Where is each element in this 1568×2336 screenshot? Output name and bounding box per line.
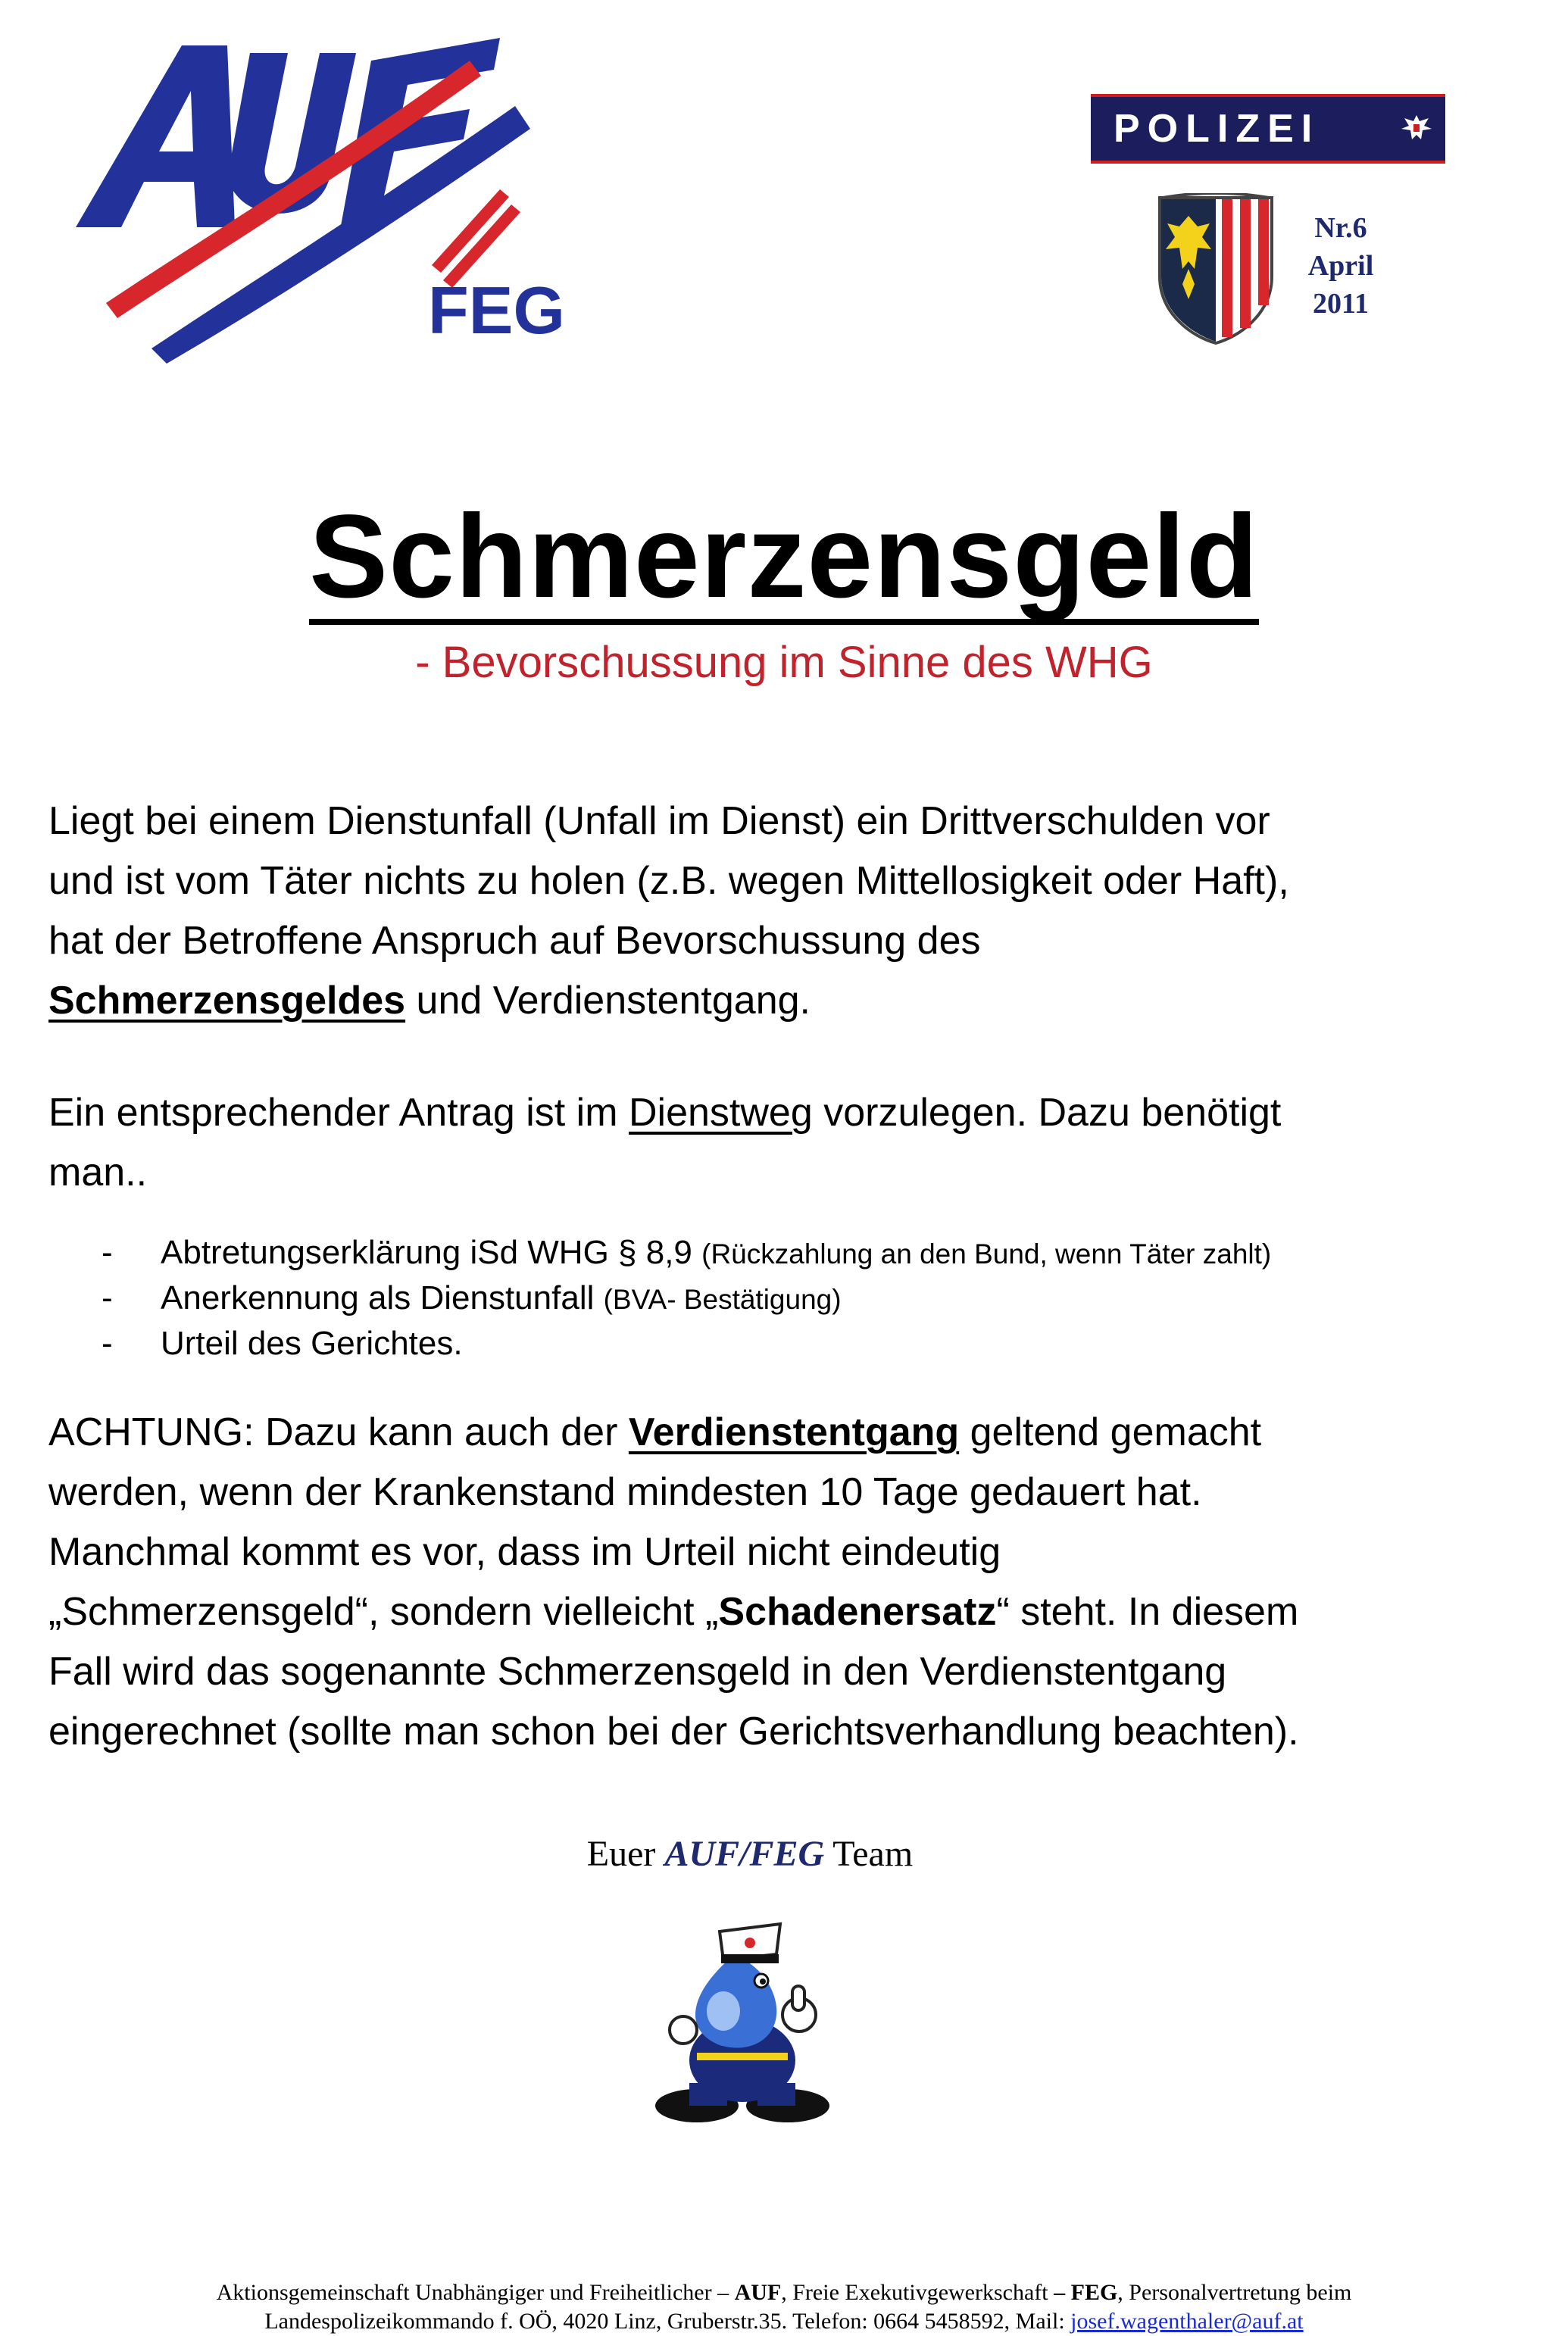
page-title: Schmerzensgeld xyxy=(309,496,1259,625)
footer xyxy=(0,2278,1568,2336)
polizei-label: POLIZEI xyxy=(1114,107,1320,151)
warning-text-2: geltend gemacht xyxy=(959,1410,1262,1454)
warning-line-3: Manchmal kommt es vor, dass im Urteil nicht eindeutig xyxy=(48,1530,1001,1574)
warning-text-1: ACHTUNG: Dazu kann auch der xyxy=(48,1410,629,1454)
list-item xyxy=(48,1276,1533,1322)
requirements-list xyxy=(48,1231,1533,1367)
coat-of-arms-icon xyxy=(1155,193,1276,345)
warning-line-4 xyxy=(48,1582,1533,1642)
warning-text-3: „Schmerzensgeld“, sondern vielleicht „ xyxy=(48,1590,719,1634)
list-item-main: Abtretungserklärung iSd WHG § 8,9 xyxy=(161,1234,702,1271)
list-dash: - xyxy=(102,1279,113,1316)
list-item xyxy=(48,1231,1533,1276)
eagle-icon xyxy=(1398,111,1435,147)
auf-feg-logo xyxy=(45,15,576,371)
list-item-note: (Rückzahlung an den Bund, wenn Täter zahlt) xyxy=(701,1238,1272,1269)
application-line-1 xyxy=(48,1083,1533,1143)
signature-team: AUF/FEG xyxy=(664,1834,825,1874)
dienstweg-term: Dienstweg xyxy=(628,1091,813,1135)
signature xyxy=(0,1833,1500,1875)
signature-prefix: Euer xyxy=(586,1834,665,1874)
paragraph-application xyxy=(48,1083,1533,1203)
logo-feg-text: FEG xyxy=(428,273,565,348)
application-text-before: Ein entsprechender Antrag ist im xyxy=(48,1091,629,1135)
list-dash: - xyxy=(102,1234,113,1271)
footer-feg: – FEG xyxy=(1054,2280,1118,2305)
warning-text-4: “ steht. In diesem xyxy=(996,1590,1299,1634)
footer-text-c: , Freie Exekutivgewerkschaft xyxy=(781,2280,1054,2305)
logo-letter-a xyxy=(76,45,235,227)
paragraph-warning xyxy=(48,1403,1533,1762)
footer-text-e: , Personalvertretung beim xyxy=(1117,2280,1352,2305)
warning-line-2: werden, wenn der Krankenstand mindesten 10 Tage gedauert hat. xyxy=(48,1470,1202,1514)
verdienstentgang-term: Verdienstentgang xyxy=(628,1410,960,1454)
list-item-main: Anerkennung als Dienstunfall xyxy=(161,1279,604,1316)
list-item xyxy=(48,1322,1533,1367)
schadenersatz-term: Schadenersatz xyxy=(718,1590,997,1634)
issue-month: April xyxy=(1307,250,1374,282)
title-wrapper xyxy=(0,491,1568,625)
footer-text-a: Aktionsgemeinschaft Unabhängiger und Freiheitlicher – xyxy=(216,2280,735,2305)
list-dash: - xyxy=(102,1325,113,1362)
footer-auf: AUF xyxy=(734,2280,782,2305)
footer-line-1 xyxy=(0,2278,1568,2307)
paragraph-intro xyxy=(48,792,1533,1031)
list-item-note: (BVA- Bestätigung) xyxy=(603,1284,842,1315)
issue-info xyxy=(1299,209,1382,323)
police-mascot-icon xyxy=(636,1901,848,2128)
application-text-after: vorzulegen. Dazu benötigt xyxy=(812,1091,1282,1135)
signature-suffix: Team xyxy=(824,1834,914,1874)
intro-line-4-rest: und Verdienstentgang. xyxy=(405,979,811,1023)
intro-line-4 xyxy=(48,971,1533,1031)
warning-line-6: eingerechnet (sollte man schon bei der Gerichtsverhandlung beachten). xyxy=(48,1710,1299,1754)
polizei-banner xyxy=(1091,94,1445,164)
warning-line-1 xyxy=(48,1403,1533,1463)
application-line-2: man.. xyxy=(48,1151,148,1195)
intro-line-2: und ist vom Täter nichts zu holen (z.B. wegen Mittellosigkeit oder Haft), xyxy=(48,859,1289,903)
issue-number: Nr.6 xyxy=(1314,212,1367,244)
page-subtitle: - Bevorschussung im Sinne des WHG xyxy=(415,638,1153,687)
warning-line-5: Fall wird das sogenannte Schmerzensgeld in den Verdienstentgang xyxy=(48,1650,1227,1694)
footer-line-2 xyxy=(0,2307,1568,2336)
footer-email-link[interactable]: josef.wagenthaler@auf.at xyxy=(1070,2309,1304,2334)
intro-line-3: hat der Betroffene Anspruch auf Bevorschussung des xyxy=(48,919,981,963)
schmerzensgeldes-term: Schmerzensgeldes xyxy=(48,979,406,1023)
footer-address: Landespolizeikommando f. OÖ, 4020 Linz, Gruberstr.35. Telefon: 0664 5458592, Mail: xyxy=(264,2309,1071,2334)
intro-line-1: Liegt bei einem Dienstunfall (Unfall im Dienst) ein Drittverschulden vor xyxy=(48,799,1270,843)
issue-year: 2011 xyxy=(1313,288,1369,320)
list-item-main: Urteil des Gerichtes. xyxy=(161,1325,463,1362)
